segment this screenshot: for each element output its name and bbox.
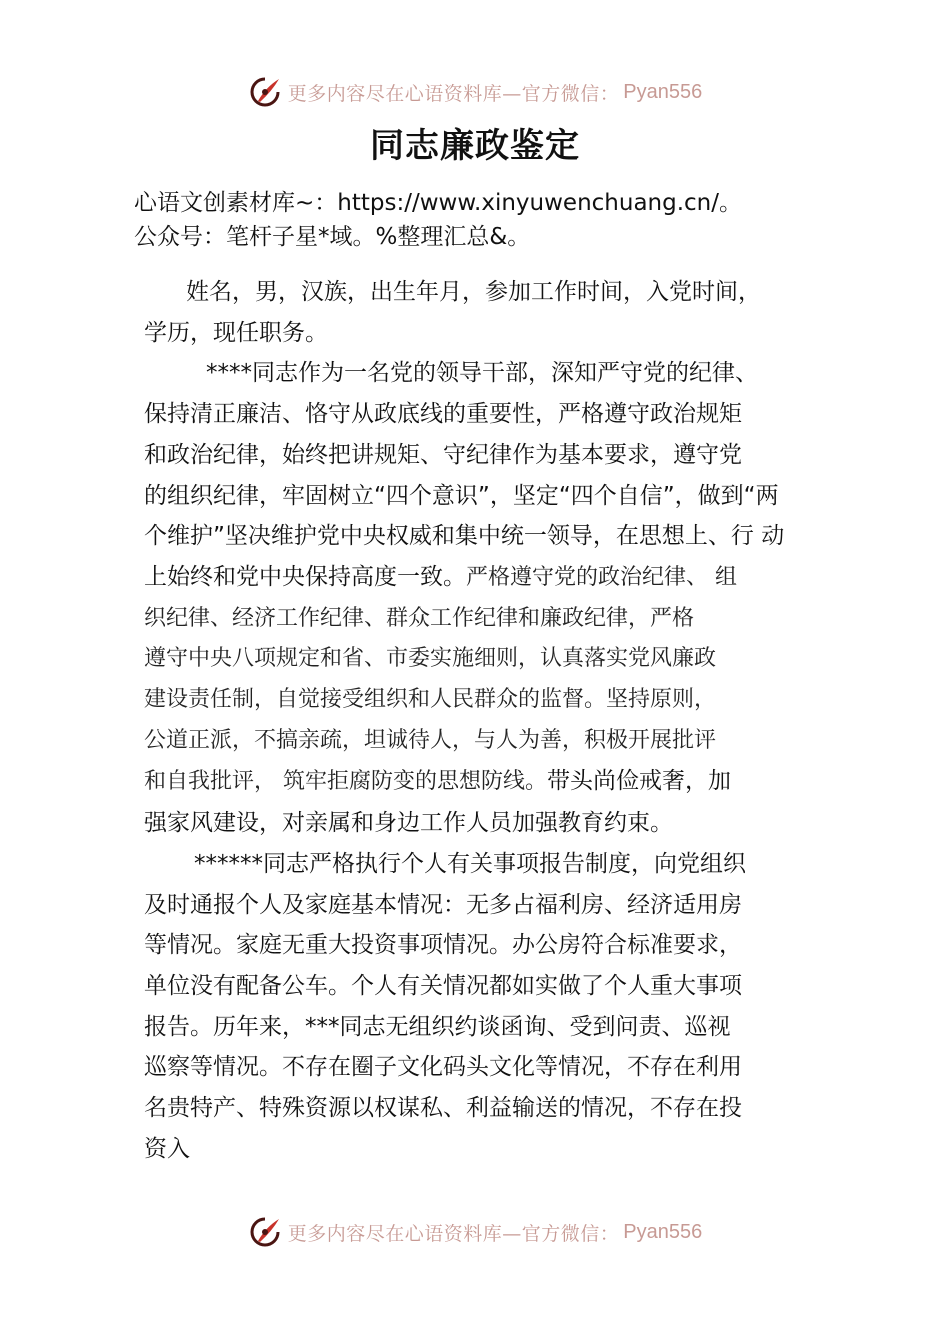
text-line: 公道正派，不搞亲疏，坦诚待人，与人为善，积极开展批评: [144, 727, 717, 753]
text-line: 巡察等情况。不存在圈子文化码头文化等情况，不存在利用: [144, 1054, 742, 1081]
text-line: 等情况。家庭无重大投资事项情况。办公房符合标准要求，: [144, 932, 742, 959]
text-line: 单位没有配备公车。个人有关情况都如实做了个人重大事项: [144, 972, 742, 999]
text-span: 带头尚俭戒奢，加: [547, 768, 731, 795]
banner-text: 更多内容尽在心语资料库—官方微信：: [287, 1222, 620, 1245]
banner-wechat-id: Pyan556: [623, 80, 703, 103]
text-line: [144, 557, 824, 599]
banner-text: 更多内容尽在心语资料库—官方微信：: [287, 82, 620, 105]
footer-banner: [0, 1212, 950, 1252]
text-line: 及时通报个人及家庭基本情况：无多占福利房、经济适用房: [144, 891, 742, 918]
text-line: 遵守中央八项规定和省、市委实施细则，认真落实党风廉政: [144, 646, 717, 672]
text-line: 保持清正廉洁、恪守从政底线的重要性，严格遵守政治规矩: [144, 401, 742, 428]
text-line: 的组织纪律，牢固树立“四个意识”，坚定“四个自信”，做到“两: [144, 482, 779, 509]
text-line: [144, 761, 824, 803]
text-line: 姓名，男，汉族，出生年月，参加工作时间，入党时间，: [186, 279, 761, 305]
text-line: ****同志作为一名党的领导干部，深知严守党的纪律、: [206, 360, 758, 387]
text-span-serif: 严格遵守党的政治纪律、 组: [466, 564, 737, 590]
source-line-account: 公众号：笔杆子星*域。%整理汇总&。: [134, 224, 531, 250]
text-span-serif: 和自我批评， 筑牢拒腐防变的思想防线。: [144, 769, 547, 795]
document-body: [144, 272, 824, 1169]
text-line: 名贵特产、特殊资源以权谋私、利益输送的情况，不存在投: [144, 1095, 742, 1122]
text-line: 建设责任制，自觉接受组织和人民群众的监督。坚持原则，: [144, 687, 717, 713]
text-line: 强家风建设，对亲属和身边工作人员加强教育约束。: [144, 810, 673, 837]
source-block: [134, 186, 834, 254]
text-line: 资入: [144, 1135, 190, 1162]
text-line: 和政治纪律，始终把讲规矩、守纪律作为基本要求，遵守党: [144, 441, 742, 468]
quill-logo-icon: [248, 75, 282, 109]
banner-wechat-id: Pyan556: [623, 1220, 703, 1243]
text-line: 织纪律、经济工作纪律、群众工作纪律和廉政纪律，严格: [144, 605, 695, 631]
text-line: 报告。历年来，***同志无组织约谈函询、受到问责、巡视: [144, 1013, 731, 1040]
source-line-website: 心语文创素材库~：https://www.xinyuwenchuang.cn/。: [134, 190, 743, 216]
text-line: ******同志严格执行个人有关事项报告制度，向党组织: [194, 850, 746, 877]
header-banner: [0, 72, 950, 112]
quill-logo-icon: [248, 1215, 282, 1249]
text-line: 学历，现任职务。: [144, 319, 328, 346]
document-title: 同志廉政鉴定: [370, 126, 580, 166]
text-line: 个维护”坚决维护党中央权威和集中统一领导，在思想上、行 动: [144, 523, 785, 550]
text-span: 上始终和党中央保持高度一致。: [144, 563, 466, 590]
